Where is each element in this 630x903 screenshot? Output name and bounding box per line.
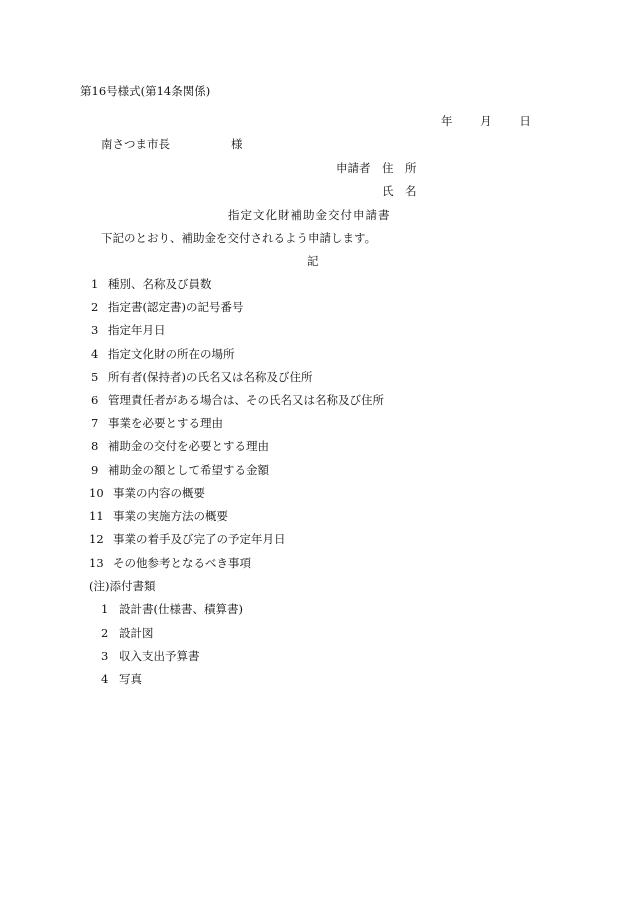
- document-title: 指定文化財補助金交付申請書: [228, 208, 391, 222]
- date-month: 月: [480, 114, 492, 128]
- date-day: 日: [519, 114, 531, 128]
- note-header: (注)添付書類: [89, 579, 156, 593]
- date-line: [441, 114, 531, 128]
- addressee-name: 南さつま市長: [101, 137, 170, 151]
- applicant-name-label: 氏 名: [382, 184, 417, 198]
- addressee-honorific: 様: [231, 137, 243, 151]
- body-text: 下記のとおり、補助金を交付されるよう申請します。: [101, 231, 377, 245]
- applicant-label: 申請者: [336, 161, 371, 175]
- applicant-address-label: 住 所: [382, 161, 417, 175]
- form-header: 第16号様式(第14条関係): [80, 84, 211, 98]
- date-year: 年: [441, 114, 453, 128]
- ki-heading: 記: [307, 254, 319, 268]
